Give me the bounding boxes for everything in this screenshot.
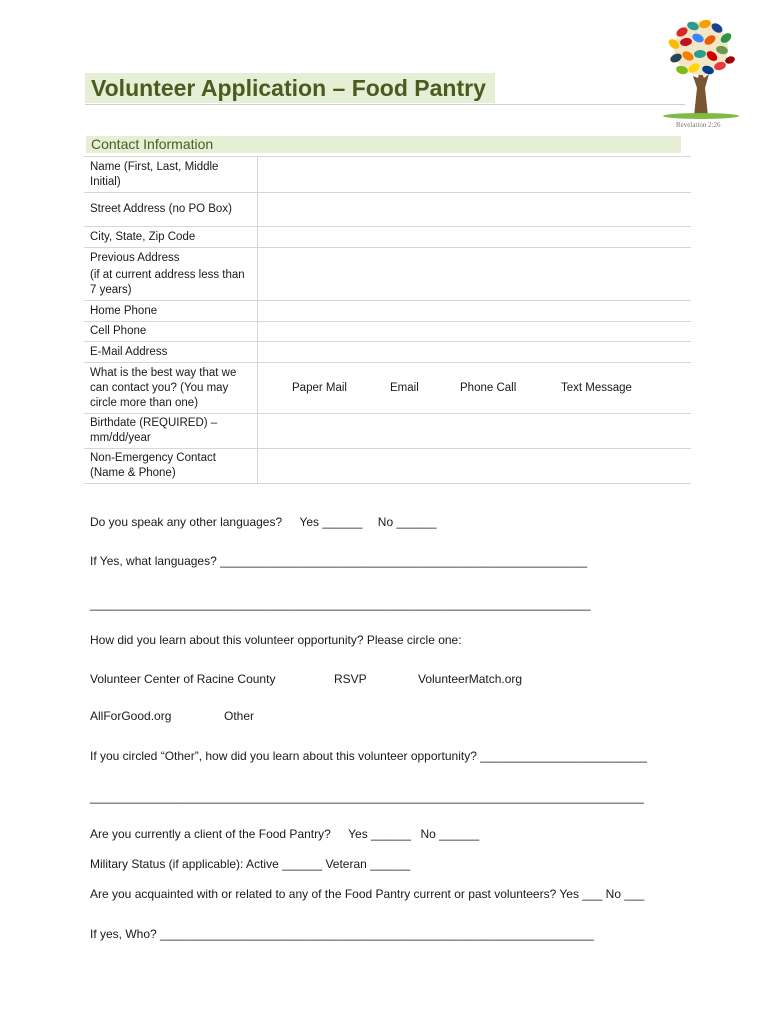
learn-option-rsvp[interactable]: RSVP bbox=[334, 672, 367, 686]
table-row bbox=[84, 248, 691, 301]
row-label-name: Name (First, Last, Middle Initial) bbox=[84, 157, 258, 193]
learn-option-allforgood[interactable]: AllForGood.org bbox=[90, 709, 172, 723]
learn-options-row-2 bbox=[90, 709, 254, 723]
client-no-blank[interactable]: No ______ bbox=[420, 827, 480, 841]
client-yes-blank[interactable]: Yes ______ bbox=[348, 827, 412, 841]
contact-table bbox=[84, 156, 691, 484]
client-question: Are you currently a client of the Food Pantry? bbox=[90, 827, 331, 841]
learn-option-other[interactable]: Other bbox=[224, 709, 255, 723]
other-source-line[interactable]: If you circled “Other”, how did you learn about this volunteer opportunity? _________________________ bbox=[90, 749, 648, 763]
row-label-cell-phone: Cell Phone bbox=[84, 322, 258, 342]
row-label-contact-method: What is the best way that we can contact you? (You may circle more than one) bbox=[84, 363, 258, 414]
previous-address-label: Previous Address bbox=[90, 251, 180, 264]
table-row bbox=[84, 193, 691, 227]
languages-question-row bbox=[90, 515, 437, 529]
previous-address-field[interactable] bbox=[258, 248, 692, 301]
table-row bbox=[84, 227, 691, 248]
table-row bbox=[84, 342, 691, 363]
table-row bbox=[84, 449, 691, 484]
row-label-birthdate: Birthdate (REQUIRED) – mm/dd/year bbox=[84, 414, 258, 449]
title-divider bbox=[85, 104, 685, 105]
contact-option-text-message[interactable]: Text Message bbox=[561, 381, 632, 394]
languages-no-blank[interactable]: No ______ bbox=[377, 515, 437, 529]
page-title: Volunteer Application – Food Pantry bbox=[91, 75, 486, 101]
section-title-contact: Contact Information bbox=[91, 136, 214, 152]
birthdate-field[interactable] bbox=[258, 414, 692, 449]
row-label-previous-address bbox=[84, 248, 258, 301]
languages-question: Do you speak any other languages? bbox=[90, 515, 283, 529]
city-state-zip-field[interactable] bbox=[258, 227, 692, 248]
learn-option-volunteer-center[interactable]: Volunteer Center of Racine County bbox=[90, 672, 276, 686]
languages-yes-blank[interactable]: Yes ______ bbox=[299, 515, 363, 529]
row-label-city-state-zip: City, State, Zip Code bbox=[84, 227, 258, 248]
street-address-field[interactable] bbox=[258, 193, 692, 227]
cell-phone-field[interactable] bbox=[258, 322, 692, 342]
table-row bbox=[84, 414, 691, 449]
contact-option-email[interactable]: Email bbox=[390, 381, 419, 394]
learn-option-volunteermatch[interactable]: VolunteerMatch.org bbox=[418, 672, 523, 686]
previous-address-note: (if at current address less than 7 years) bbox=[90, 268, 245, 296]
home-phone-field[interactable] bbox=[258, 301, 692, 322]
table-row bbox=[84, 301, 691, 322]
row-label-home-phone: Home Phone bbox=[84, 301, 258, 322]
which-languages-line[interactable]: If Yes, what languages? _______________________________________________________ bbox=[90, 554, 588, 568]
learn-about-question: How did you learn about this volunteer opportunity? Please circle one: bbox=[90, 633, 462, 647]
acquainted-question-line[interactable]: Are you acquainted with or related to any of the Food Pantry current or past volunteers? Yes ___ No ___ bbox=[90, 887, 645, 901]
row-label-email: E-Mail Address bbox=[84, 342, 258, 363]
table-row bbox=[84, 157, 691, 193]
table-row bbox=[84, 322, 691, 342]
row-label-street-address: Street Address (no PO Box) bbox=[84, 193, 258, 227]
military-status-line[interactable]: Military Status (if applicable): Active ______ Veteran ______ bbox=[90, 857, 411, 871]
learn-options-row-1 bbox=[90, 672, 522, 686]
contact-option-paper-mail[interactable]: Paper Mail bbox=[292, 381, 347, 394]
contact-method-options bbox=[258, 363, 692, 414]
who-line[interactable]: If yes, Who? _________________________________________________________________ bbox=[90, 927, 594, 941]
logo-caption: Revelation 2:26 bbox=[676, 121, 721, 129]
contact-option-phone-call[interactable]: Phone Call bbox=[460, 381, 517, 394]
languages-continuation-line[interactable]: ___________________________________________________________________________ bbox=[90, 597, 591, 611]
table-row bbox=[84, 363, 691, 414]
non-emergency-contact-field[interactable] bbox=[258, 449, 692, 484]
row-label-non-emergency-contact: Non-Emergency Contact (Name & Phone) bbox=[84, 449, 258, 484]
email-field[interactable] bbox=[258, 342, 692, 363]
name-field[interactable] bbox=[258, 157, 692, 193]
client-question-row bbox=[90, 827, 479, 841]
tree-logo-icon bbox=[660, 16, 744, 120]
other-source-continuation-line[interactable]: ___________________________________________________________________________________ bbox=[90, 790, 644, 804]
